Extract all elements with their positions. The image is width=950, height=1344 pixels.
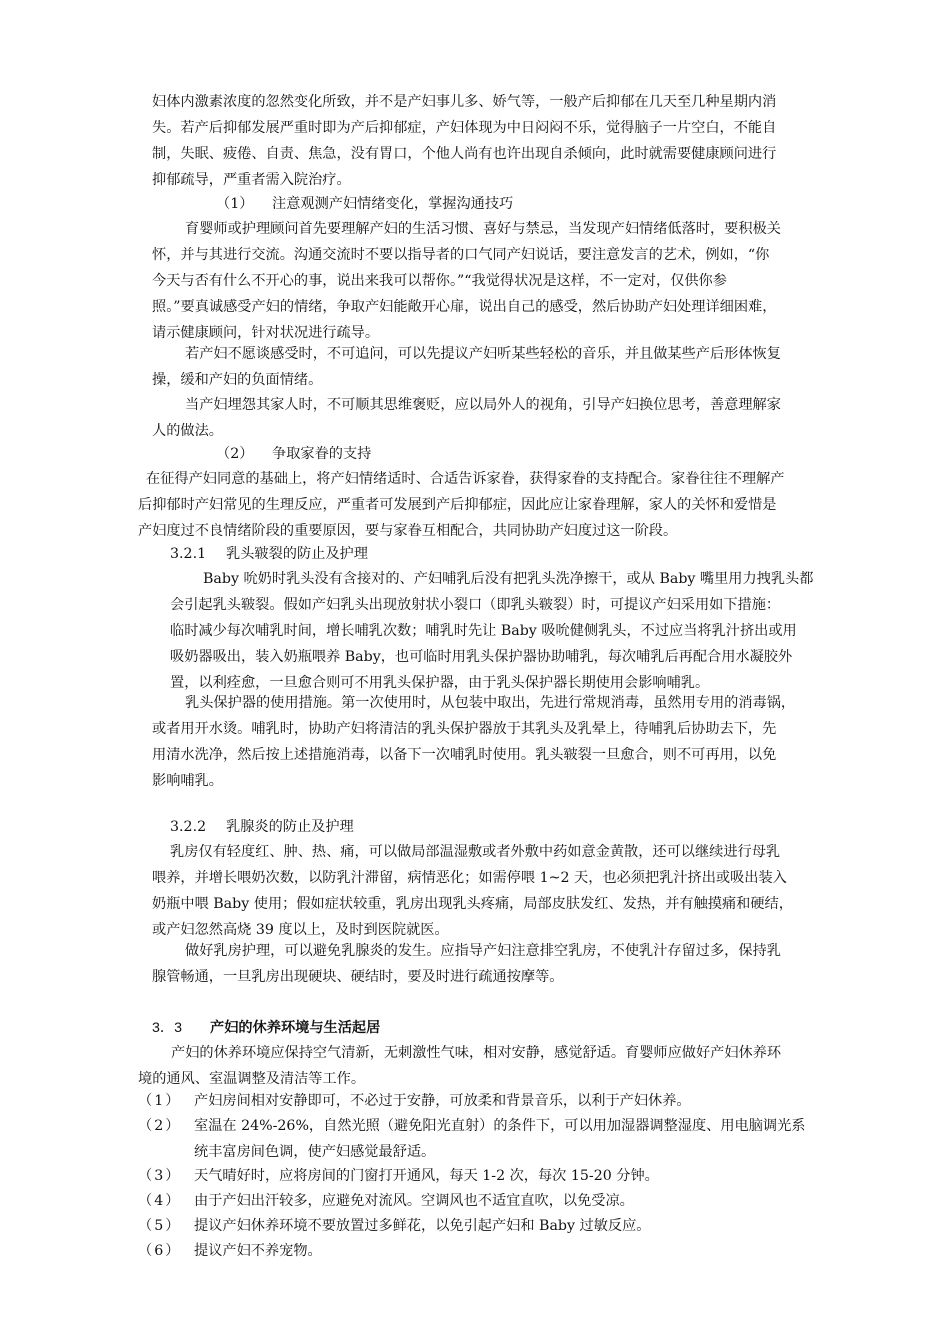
- text-line: 今天与否有什么不开心的事，说出来我可以帮你。”“我觉得状况是这样，不一定对，仅供你参: [152, 273, 727, 289]
- section-heading-3-2-2: [170, 814, 354, 840]
- text-line: 育婴师或护理顾问首先要理解产妇的生活习惯、喜好与禁忌，当发现产妇情绪低落时，要积极关: [185, 221, 781, 237]
- section-title: 乳腺炎的防止及护理: [226, 819, 354, 835]
- section-title: 产妇的休养环境与生活起居: [210, 1020, 381, 1036]
- section-number: 3.2.2: [170, 819, 207, 835]
- paragraph-family-cooperation: [138, 466, 784, 544]
- text-line: 境的通风、室温调整及清洁等工作。: [138, 1071, 366, 1087]
- section-title: 乳头皲裂的防止及护理: [226, 546, 368, 562]
- text-line: 临时减少每次哺乳时间，增长哺乳次数；哺乳时先让 Baby 吸吮健侧乳头，不过应当将乳汁挤出或用: [170, 623, 797, 639]
- text-line: 会引起乳头皲裂。假如产妇乳头出现放射状小裂口（即乳头皲裂）时，可提议产妇采用如下措施：: [170, 597, 781, 613]
- text-line: 怀，并与其进行交流。沟通交流时不要以指导者的口气同产妇说话，要注意发言的艺术，例如，“你: [152, 247, 770, 263]
- list-number: （1）: [138, 1093, 182, 1109]
- list-text: 由于产妇出汗较多，应避免对流风。空调风也不适宜直吹，以免受凉。: [194, 1193, 634, 1209]
- text-line: 奶瓶中喂 Baby 使用；假如症状较重，乳房出现乳头疼痛，局部皮肤发红、发热，并有触摸痛和硬结，: [152, 896, 793, 912]
- text-line: 抑郁疏导，严重者需入院治疗。: [152, 172, 351, 188]
- text-line: 失。若产后抑郁发展严重时即为产后抑郁症，产妇体现为中日闷闷不乐，觉得脑子一片空白，不能自: [152, 120, 777, 136]
- list-item: [138, 1088, 691, 1114]
- text-line: 请示健康顾问，针对状况进行疏导。: [152, 325, 380, 341]
- text-line: 妇体内激素浓度的忽然变化所致，并不是产妇事儿多、娇气等，一般产后抑郁在几天至几种星期内消: [152, 94, 777, 110]
- text-line: 后抑郁时产妇常见的生理反应，严重者可发展到产后抑郁症，因此应让家眷理解，家人的关怀和爱惜是: [138, 497, 777, 513]
- text-line: 腺管畅通，一旦乳房出现硬块、硬结时，要及时进行疏通按摩等。: [152, 969, 564, 985]
- paragraph-family-complaints: [152, 392, 781, 444]
- list-item: [138, 1163, 659, 1189]
- text-line: 置，以利痊愈，一旦愈合则可不用乳头保护器，由于乳头保护器长期使用会影响哺乳。: [170, 675, 710, 691]
- paragraph-communication: [152, 216, 781, 346]
- list-item: [138, 1238, 322, 1264]
- list-item: [138, 1213, 650, 1239]
- list-number: （5）: [138, 1218, 182, 1234]
- text-line: 或者用开水烫。哺乳时，协助产妇将清洁的乳头保护器放于其乳头及乳晕上，待哺乳后协助去下，先: [152, 721, 777, 737]
- text-line: 乳头保护器的使用措施。第一次使用时，从包装中取出，先进行常规消毒，虽然用专用的消毒锅，: [185, 695, 796, 711]
- list-number: （4）: [138, 1193, 182, 1209]
- text-line: 喂养，并增长喂奶次数，以防乳汁滞留，病情恶化；如需停喂 1~2 天，也必须把乳汁挤出或吸出装入: [152, 870, 787, 886]
- list-text: 产妇房间相对安静即可，不必过于安静，可放柔和背景音乐，以利于产妇休养。: [194, 1093, 691, 1109]
- subheading-title: 注意观测产妇情绪变化，掌握沟通技巧: [272, 196, 514, 212]
- text-line: 在征得产妇同意的基础上，将产妇情绪适时、合适告诉家眷，获得家眷的支持配合。家眷往往不理解产: [146, 471, 785, 487]
- list-text-continuation: 统丰富房间色调，使产妇感觉最舒适。: [194, 1144, 436, 1160]
- list-number: （6）: [138, 1243, 182, 1259]
- list-text: 提议产妇不养宠物。: [194, 1243, 322, 1259]
- text-line: 制，失眠、疲倦、自责、焦急，没有胃口，个他人尚有也许出现自杀倾向，此时就需要健康顾问进行: [152, 146, 777, 162]
- list-number: （3）: [138, 1168, 182, 1184]
- paragraph-mastitis: [152, 839, 793, 943]
- subheading-number: （2）: [216, 446, 254, 462]
- section-number: 3．3: [152, 1020, 182, 1036]
- section-heading-3-2-1: [170, 541, 368, 567]
- paragraph-reluctant-feelings: [152, 341, 781, 393]
- text-line: 用清水洗净，然后按上述措施消毒，以备下一次哺乳时使用。乳头皲裂一旦愈合，则不可再用，以免: [152, 747, 777, 763]
- paragraph-nipple-shield-usage: [152, 690, 795, 794]
- list-text: 室温在 24%-26%，自然光照（避免阳光直射）的条件下，可以用加湿器调整湿度、用电脑调光系: [194, 1118, 806, 1134]
- text-line: 操，缓和产妇的负面情绪。: [152, 372, 323, 388]
- text-line: 乳房仅有轻度红、肿、热、痛，可以做局部温湿敷或者外敷中药如意金黄散，还可以继续进行母乳: [170, 844, 781, 860]
- subheading-number: （1）: [216, 196, 254, 212]
- section-number: 3.2.1: [170, 546, 207, 562]
- text-line: 产妇度过不良情绪阶段的重要原因，要与家眷互相配合，共同协助产妇度过这一阶段。: [138, 523, 678, 539]
- paragraph-nipple-cracks: [170, 566, 813, 696]
- paragraph-rest-environment: [138, 1040, 781, 1092]
- text-line: Baby 吮奶时乳头没有含接对的、产妇哺乳后没有把乳头洗净擦干，或从 Baby 嘴里用力拽乳头都: [203, 571, 814, 587]
- text-line: 产妇的休养环境应保持空气清新，无刺激性气味，相对安静，感觉舒适。育婴师应做好产妇休养环: [171, 1045, 782, 1061]
- list-item: [138, 1188, 634, 1214]
- text-line: 若产妇不愿谈感受时，不可追问，可以先提议产妇听某些轻松的音乐，并且做某些产后形体恢复: [185, 346, 781, 362]
- list-text: 提议产妇休养环境不要放置过多鲜花，以免引起产妇和 Baby 过敏反应。: [194, 1218, 651, 1234]
- paragraph-postpartum-depression: [152, 89, 776, 193]
- text-line: 当产妇埋怨其家人时，不可顺其思维褒贬，应以局外人的视角，引导产妇换位思考，善意理解家: [185, 397, 781, 413]
- subheading-observe-emotions: [216, 191, 513, 217]
- text-line: 或产妇忽然高烧 39 度以上，及时到医院就医。: [152, 922, 449, 938]
- text-line: 影响哺乳。: [152, 773, 223, 789]
- subheading-title: 争取家眷的支持: [272, 446, 372, 462]
- text-line: 吸奶器吸出，装入奶瓶喂养 Baby，也可临时用乳头保护器协助哺乳，每次哺乳后再配合用水凝胶外: [170, 649, 793, 665]
- paragraph-breast-care: [152, 938, 781, 990]
- list-item: [138, 1113, 806, 1165]
- text-line: 做好乳房护理，可以避免乳腺炎的发生。应指导产妇注意排空乳房，不使乳汁存留过多，保持乳: [185, 943, 781, 959]
- subheading-family-support: [216, 441, 371, 467]
- list-number: （2）: [138, 1118, 182, 1134]
- text-line: 人的做法。: [152, 423, 223, 439]
- text-line: 照。”要真诚感受产妇的情绪，争取产妇能敞开心扉，说出自己的感受，然后协助产妇处理详细困难，: [152, 299, 777, 315]
- section-heading-3-3: [152, 1015, 380, 1041]
- list-text: 天气晴好时，应将房间的门窗打开通风，每天 1-2 次，每次 15-20 分钟。: [194, 1168, 659, 1184]
